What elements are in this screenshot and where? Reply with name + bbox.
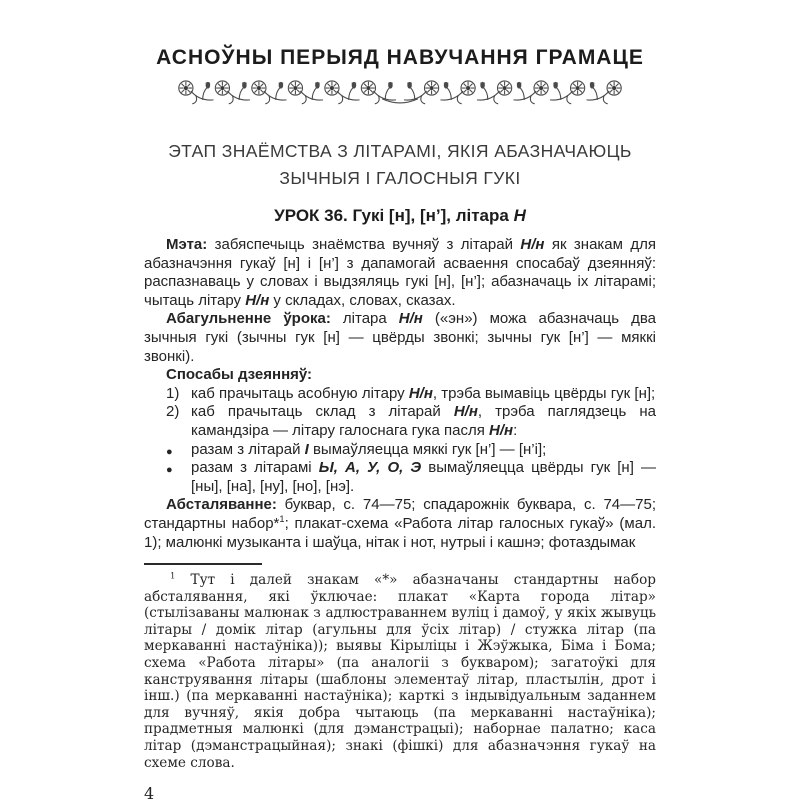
list-item-2 — [144, 403, 656, 440]
bullet-icon: ● — [166, 445, 173, 458]
bullet-item-2 — [144, 459, 656, 496]
lesson-body — [144, 236, 656, 552]
paragraph-methods-heading: Спосабы дзеянняў: — [166, 366, 313, 384]
paragraph-meta: Мэта: забяспечыць знаёмства вучняў з літарай Н/н як знакам для абазначэння гукаў [н] і [н’] з дапамогай асваення спосабаў дзеянняў: распазнаваць у словах і выдзяляць гукі [н], [н’]; абазначаць іх літарамі; чытаць літару Н/н у складах, словах, сказах. — [144, 236, 656, 309]
list-item-text: разам з літарамі Ы, А, У, О, Э вымаўляецца цвёрды гук [н] — [ны], [на], [ну], [но], [нэ]. — [191, 459, 656, 495]
list-item-text: каб прачытаць склад з літарай Н/н, трэба паглядзець на камандзіра — літару галоснага гука пасля Н/н: — [191, 403, 656, 439]
floral-divider-ornament — [144, 77, 656, 107]
list-item-text: каб прачытаць асобную літару Н/н, трэба вымавіць цвёрды гук [н]; — [191, 384, 656, 402]
bullet-icon: ● — [166, 464, 173, 477]
section-heading-line1: ЭТАП ЗНАЁМСТВА З ЛІТАРАМІ, ЯКІЯ АБАЗНАЧАЮЦЬ — [168, 141, 632, 161]
list-marker: 1) — [166, 384, 180, 402]
list-item-text: разам з літарай І вымаўляецца мяккі гук [н’] — [н’і]; — [191, 440, 547, 458]
list-marker: 2) — [166, 403, 180, 421]
page-number: 4 — [144, 784, 155, 800]
page-content — [144, 0, 656, 800]
footnote-text: $^1$ Тут і далей знакам «*» абазначаны стандартны набор абсталявання, які ўключае: плакат «Карта города літар» (стылізаваны малюнак з адлюстраваннем вуліц і дамоў, у якіх жывуць літары / домік літар (агульны для ўсіх літар) / стужка літар (па меркаванні настаўніка)); выявы Кірыліцы і Жэўжыка, Біма і Бома; схема «Работа літары» (па аналогіі з букваром); загатоўкі для канструявання літары (шаблоны элементаў літар, пластылін, дрот і інш.) (па меркаванні настаўніка); карткі з індывідуальным заданнем для вучняў, якія добра чытаюць (па меркаванні настаўніка); прадметныя малюнкі (для дэманстрацыі); наборнае палатно; каса літар (дэманстрацыйная); знакі (фішкі) для абазначэння гукаў на схеме слова. — [144, 570, 656, 771]
section-heading-line2: ЗЫЧНЫЯ І ГАЛОСНЫЯ ГУКІ — [279, 168, 521, 188]
section-heading — [144, 138, 656, 192]
footnote-divider — [144, 563, 262, 565]
paragraph-generalization: Абагульненне ўрока: літара Н/н («эн») можа абазначаць два зычныя гукі (зычны гук [н] — цвёрды звонкі; зычны гук [н’] — мяккі звонкі). — [144, 310, 656, 365]
lesson-title: УРОК 36. Гукі [н], [н’], літара Н — [274, 206, 526, 225]
page-title: АСНОЎНЫ ПЕРЫЯД НАВУЧАННЯ ГРАМАЦЕ — [156, 46, 644, 69]
list-item-1 — [144, 385, 656, 404]
paragraph-equipment: Абсталяванне: буквар, с. 74—75; спадарожнік буквара, с. 74—75; стандартны набор*$^1$; плакат-схема «Работа літар галосных гукаў» (мал. 1); малюнкі музыканта і шаўца, нітак і нот, нутрыі і кашнэ; фотаздымак — [144, 496, 657, 551]
floral-divider-icon — [177, 77, 623, 105]
bullet-item-1 — [144, 441, 656, 460]
